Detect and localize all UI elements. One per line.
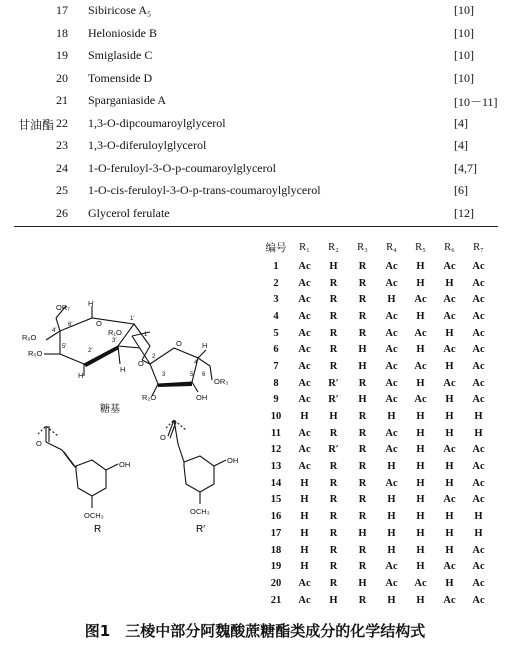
- substituent-cell: Ac: [443, 444, 456, 456]
- substituent-cell: H: [445, 394, 454, 406]
- header-cell: R₅: [415, 241, 426, 253]
- substituent-cell: R: [329, 277, 338, 289]
- c6p-number: 6′: [68, 322, 73, 328]
- substituent-cell: Ac: [443, 344, 456, 356]
- substituent-cell: R: [329, 294, 338, 306]
- or3-label: OR₃: [214, 377, 229, 386]
- figure-caption: 图1 三棱中部分阿魏酸蔗糖酯类成分的化学结构式: [84, 622, 426, 640]
- substituent-cell: Ac: [298, 444, 311, 456]
- hydrogen-label: H: [202, 341, 208, 350]
- substituent-cell: H: [445, 577, 454, 589]
- substituent-cell: Ac: [472, 377, 485, 389]
- substituent-cell: H: [358, 577, 367, 589]
- compound-name-cell: 1-O-feruloyl-3-O-p-coumaroylglycerol: [88, 160, 276, 175]
- compound-number-cell: 15: [270, 494, 282, 506]
- compound-number-cell: 19: [270, 561, 282, 573]
- table-row: [0, 135, 510, 158]
- substituent-cell: Ac: [298, 427, 311, 439]
- substituent-cell: H: [445, 327, 454, 339]
- substituent-cell: Ac: [298, 344, 311, 356]
- c2p-number: 2′: [88, 348, 93, 354]
- c5-number: 5: [190, 372, 194, 378]
- substituent-row: [262, 325, 493, 342]
- substituent-cell: H: [416, 494, 425, 506]
- substituent-cell: H: [416, 511, 425, 523]
- substituent-cell: H: [387, 294, 396, 306]
- substituent-cell: H: [416, 260, 425, 272]
- substituent-cell: Ac: [443, 377, 456, 389]
- header-cell: R₃: [357, 241, 368, 253]
- c3p-number: 3′: [112, 338, 117, 344]
- reference-cell: [10]: [454, 3, 474, 17]
- compound-name-cell: Tomenside D: [88, 70, 153, 85]
- substituent-cell: H: [445, 511, 454, 523]
- compound-number-cell: 17: [270, 527, 282, 539]
- substituent-cell: H: [387, 511, 396, 523]
- substituent-cell: H: [474, 527, 483, 539]
- header-cell: 编号: [265, 242, 287, 254]
- header-cell: R₁: [299, 241, 310, 253]
- reference-cell: [6]: [454, 183, 468, 197]
- substituent-cell: H: [416, 344, 425, 356]
- substituent-cell: R: [358, 327, 367, 339]
- substituent-row: [262, 308, 493, 325]
- substituent-cell: Ac: [298, 461, 311, 473]
- reference-cell: [10－11]: [454, 95, 498, 109]
- substituent-cell: H: [300, 477, 309, 489]
- substituent-row: [262, 275, 493, 292]
- category-cell: 甘油酯: [18, 117, 55, 132]
- reference-cell: [12]: [454, 205, 474, 220]
- substituent-table: [262, 236, 493, 608]
- compound-number-cell: 10: [270, 411, 282, 423]
- compound-number-cell: 8: [273, 377, 279, 389]
- substituent-cell: Ac: [414, 294, 427, 306]
- substituent-cell: Ac: [472, 561, 485, 573]
- compound-number-cell: 9: [273, 394, 279, 406]
- compound-number-cell: 14: [270, 477, 282, 489]
- c6-number: 6: [202, 372, 206, 378]
- substituent-cell: Ac: [298, 377, 311, 389]
- r-prime-carbonyl-oxygen: O: [160, 433, 166, 442]
- substituent-cell: R: [329, 327, 338, 339]
- substituent-cell: Ac: [443, 294, 456, 306]
- compound-number-cell: 4: [273, 310, 279, 322]
- substituent-cell: H: [416, 477, 425, 489]
- substituent-cell: R: [329, 577, 338, 589]
- reference-cell: [4]: [454, 115, 468, 130]
- number-cell: 20: [56, 70, 68, 85]
- substituent-cell: R: [329, 511, 338, 523]
- compound-number-cell: 7: [273, 360, 279, 372]
- number-cell: 26: [56, 205, 68, 220]
- substituent-cell: H: [358, 344, 367, 356]
- substituent-cell: Ac: [472, 344, 485, 356]
- c5p-number: 5′: [62, 344, 67, 350]
- r2o-label: R₂O: [142, 393, 157, 402]
- substituent-cell: Ac: [414, 360, 427, 372]
- substituent-cell: R′: [328, 444, 339, 456]
- substituent-cell: R: [329, 427, 338, 439]
- compound-name-cell: Sibiricose A₅: [88, 3, 152, 17]
- compound-number-cell: 2: [273, 277, 279, 289]
- substituent-cell: Ac: [385, 260, 398, 272]
- compound-name-cell: 1-O-cis-feruloyl-3-O-p-trans-coumaroylglycerol: [88, 183, 321, 197]
- substituent-cell: Ac: [472, 594, 485, 606]
- substituent-cell: H: [416, 527, 425, 539]
- substituent-cell: Ac: [472, 310, 485, 322]
- substituent-cell: R: [358, 461, 367, 473]
- table-row: [0, 23, 510, 46]
- table-row: [0, 158, 510, 181]
- substituent-cell: R: [358, 561, 367, 573]
- r-prime-hydroxyl-label: OH: [227, 456, 239, 465]
- compound-name-cell: Smiglaside C: [88, 48, 153, 62]
- substituent-cell: Ac: [472, 277, 485, 289]
- substituent-cell: H: [416, 444, 425, 456]
- compound-name-cell: Helonioside B: [88, 25, 157, 40]
- reference-cell: [10]: [454, 70, 474, 85]
- substituent-cell: R′: [328, 394, 339, 406]
- substituent-cell: Ac: [414, 327, 427, 339]
- substituent-cell: H: [445, 477, 454, 489]
- or7-label: OR₇: [56, 303, 70, 312]
- substituent-cell: R: [358, 294, 367, 306]
- substituent-cell: H: [387, 594, 396, 606]
- substituent-cell: Ac: [472, 444, 485, 456]
- substituent-cell: Ac: [385, 444, 398, 456]
- header-cell: R₇: [473, 241, 484, 253]
- number-cell: 18: [56, 25, 68, 40]
- substituent-cell: H: [387, 411, 396, 423]
- substituent-cell: H: [445, 277, 454, 289]
- substituent-cell: R: [358, 377, 367, 389]
- substituent-cell: H: [416, 310, 425, 322]
- substituent-cell: Ac: [472, 394, 485, 406]
- substituent-cell: Ac: [443, 494, 456, 506]
- compound-number-cell: 16: [270, 511, 282, 523]
- substituent-row: [262, 492, 493, 509]
- reference-cell: [10]: [454, 48, 474, 62]
- substituent-cell: Ac: [443, 561, 456, 573]
- r-methoxy-label: OCH₃: [84, 511, 104, 520]
- substituent-cell: R: [358, 544, 367, 556]
- substituent-cell: H: [300, 527, 309, 539]
- c2-number: 2: [152, 354, 156, 360]
- glycosidic-oxygen-label: O: [138, 359, 144, 368]
- table-row: [0, 0, 510, 23]
- substituent-cell: H: [474, 511, 483, 523]
- substituent-cell: H: [416, 411, 425, 423]
- header-cell: R₆: [444, 241, 455, 253]
- substituent-cell: R: [329, 494, 338, 506]
- substituent-cell: R: [358, 277, 367, 289]
- substituent-cell: Ac: [385, 310, 398, 322]
- table-row: [0, 203, 510, 226]
- number-cell: 21: [56, 93, 68, 107]
- hydrogen-label: H: [120, 365, 126, 374]
- substituent-cell: Ac: [443, 310, 456, 322]
- substituent-cell: H: [416, 461, 425, 473]
- compound-number-cell: 11: [271, 427, 281, 439]
- substituent-row: [262, 258, 493, 275]
- substituent-cell: Ac: [298, 310, 311, 322]
- substituent-cell: Ac: [298, 394, 311, 406]
- r-prime-group-structure: [166, 420, 226, 504]
- substituent-row: [262, 525, 493, 542]
- substituent-row: [262, 425, 493, 442]
- number-cell: 22: [56, 115, 68, 130]
- substituent-cell: H: [416, 561, 425, 573]
- r-prime-group-label: R′: [196, 524, 206, 535]
- reference-cell: [4,7]: [454, 160, 477, 175]
- compound-number-cell: 12: [270, 444, 282, 456]
- substituent-cell: Ac: [472, 577, 485, 589]
- substituent-cell: Ac: [385, 277, 398, 289]
- table-row: [0, 45, 510, 68]
- number-cell: 17: [56, 3, 68, 17]
- substituent-cell: R: [329, 544, 338, 556]
- substituent-cell: H: [416, 277, 425, 289]
- substituent-cell: Ac: [298, 327, 311, 339]
- compound-number-cell: 3: [273, 294, 279, 306]
- sugar-moiety-label: 糖基: [100, 404, 120, 415]
- hydroxyl-label: OH: [196, 393, 208, 402]
- number-cell: 24: [56, 160, 68, 175]
- compound-name-cell: Sparganiaside A: [88, 93, 167, 107]
- substituent-cell: H: [358, 527, 367, 539]
- number-cell: 19: [56, 48, 68, 62]
- substituent-cell: Ac: [443, 260, 456, 272]
- hydrogen-label: H: [78, 371, 84, 380]
- structure-atom-labels: [22, 299, 228, 402]
- r-hydroxyl-label: OH: [119, 460, 131, 469]
- substituent-cell: R: [358, 260, 367, 272]
- substituent-cell: Ac: [443, 594, 456, 606]
- substituent-cell: R: [358, 594, 367, 606]
- number-cell: 23: [56, 138, 68, 152]
- substituent-cell: Ac: [298, 260, 311, 272]
- c1p-number: 1′: [130, 316, 135, 322]
- substituent-cell: H: [416, 544, 425, 556]
- substituent-row: [262, 442, 493, 459]
- substituent-row: [262, 542, 493, 559]
- substituent-cell: Ac: [385, 561, 398, 573]
- substituent-cell: H: [445, 527, 454, 539]
- substituent-cell: R: [358, 411, 367, 423]
- compound-name-cell: 1,3-O-dipcoumaroylglycerol: [88, 115, 226, 130]
- fructose-oxygen-label: O: [176, 339, 182, 348]
- substituent-cell: Ac: [385, 360, 398, 372]
- substituent-row: [262, 408, 493, 425]
- substituent-cell: R: [358, 427, 367, 439]
- substituent-cell: Ac: [414, 577, 427, 589]
- substituent-cell: H: [416, 594, 425, 606]
- substituent-cell: R: [329, 461, 338, 473]
- c4p-number: 4′: [52, 328, 57, 334]
- substituent-cell: Ac: [298, 360, 311, 372]
- substituent-cell: Ac: [385, 327, 398, 339]
- compound-number-cell: 13: [270, 461, 282, 473]
- c4-number: 4: [194, 360, 198, 366]
- substituent-cell: H: [387, 461, 396, 473]
- substituent-cell: H: [358, 394, 367, 406]
- substituent-cell: H: [300, 511, 309, 523]
- table-row: [0, 90, 510, 113]
- substituent-cell: Ac: [472, 461, 485, 473]
- r-carbonyl-oxygen: O: [36, 439, 42, 448]
- substituent-cell: Ac: [385, 577, 398, 589]
- c1-number: 1: [144, 332, 148, 338]
- substituent-cell: H: [445, 544, 454, 556]
- substituent-cell: R: [329, 527, 338, 539]
- substituent-cell: R: [329, 344, 338, 356]
- substituent-cell: R: [358, 444, 367, 456]
- table-bottom-rule: [14, 226, 498, 227]
- substituent-cell: R: [329, 477, 338, 489]
- header-cell: R₄: [386, 241, 397, 253]
- substituent-cell: H: [416, 427, 425, 439]
- substituent-cell: R: [329, 310, 338, 322]
- header-cell: R₂: [328, 241, 339, 253]
- r-group-label: R: [94, 524, 102, 535]
- r-prime-methoxy-label: OCH₃: [190, 507, 210, 516]
- substituent-cell: Ac: [385, 394, 398, 406]
- substituent-cell: H: [474, 411, 483, 423]
- substituent-cell: Ac: [472, 360, 485, 372]
- r5o-label: R₅O: [28, 349, 43, 358]
- substituent-row: [262, 291, 493, 308]
- substituent-row: [262, 558, 493, 575]
- substituent-cell: H: [474, 427, 483, 439]
- substituent-cell: H: [300, 544, 309, 556]
- substituent-cell: H: [329, 594, 338, 606]
- substituent-cell: H: [300, 494, 309, 506]
- substituent-cell: H: [387, 494, 396, 506]
- substituent-cell: H: [445, 461, 454, 473]
- compound-name-cell: Glycerol ferulate: [88, 205, 170, 220]
- substituent-cell: Ac: [472, 477, 485, 489]
- substituent-cell: H: [387, 527, 396, 539]
- c3-number: 3: [162, 372, 166, 378]
- substituent-row: [262, 575, 493, 592]
- substituent-row: [262, 341, 493, 358]
- substituent-cell: H: [329, 411, 338, 423]
- substituent-cell: H: [300, 411, 309, 423]
- compound-number-cell: 18: [270, 544, 282, 556]
- substituent-row: [262, 592, 493, 609]
- r-group-structure: [38, 426, 118, 508]
- substituent-cell: H: [300, 561, 309, 573]
- compound-number-cell: 20: [270, 577, 282, 589]
- reference-cell: [10]: [454, 25, 474, 40]
- substituent-cell: Ac: [472, 260, 485, 272]
- substituent-cell: R′: [328, 377, 339, 389]
- r1o-label: R₁O: [108, 328, 122, 337]
- substituent-cell: H: [358, 360, 367, 372]
- table-row: [0, 68, 510, 91]
- substituent-cell: Ac: [472, 544, 485, 556]
- substituent-cell: R: [329, 360, 338, 372]
- substituent-header-row: [262, 236, 493, 258]
- compound-number-cell: 5: [273, 327, 279, 339]
- substituent-cell: Ac: [472, 327, 485, 339]
- substituent-row: [262, 358, 493, 375]
- ring-oxygen-label: O: [96, 319, 102, 328]
- substituent-cell: H: [445, 427, 454, 439]
- substituent-cell: R: [358, 477, 367, 489]
- r6o-label: R₆O: [22, 333, 37, 342]
- substituent-row: [262, 392, 493, 409]
- compound-number-cell: 1: [273, 260, 279, 272]
- substituent-cell: Ac: [385, 377, 398, 389]
- compound-name-cell: 1,3-O-diferuloylglycerol: [88, 138, 207, 152]
- substituent-cell: H: [329, 260, 338, 272]
- substituent-cell: R: [358, 310, 367, 322]
- substituent-row: [262, 458, 493, 475]
- compound-number-cell: 6: [273, 344, 279, 356]
- substituent-row: [262, 475, 493, 492]
- substituent-cell: Ac: [385, 477, 398, 489]
- substituent-row: [262, 375, 493, 392]
- substituent-cell: Ac: [385, 427, 398, 439]
- compound-table: [0, 0, 510, 225]
- substituent-cell: Ac: [298, 594, 311, 606]
- substituent-row: [262, 508, 493, 525]
- substituent-cell: H: [387, 544, 396, 556]
- substituent-cell: R: [329, 561, 338, 573]
- substituent-cell: H: [416, 377, 425, 389]
- substituent-cell: Ac: [298, 577, 311, 589]
- compound-number-cell: 21: [270, 594, 282, 606]
- number-cell: 25: [56, 183, 68, 197]
- table-row: [0, 113, 510, 136]
- reference-cell: [4]: [454, 138, 468, 152]
- substituent-cell: H: [445, 411, 454, 423]
- substituent-cell: Ac: [472, 494, 485, 506]
- substituent-cell: Ac: [414, 394, 427, 406]
- table-row: [0, 180, 510, 203]
- substituent-cell: Ac: [298, 294, 311, 306]
- substituent-cell: Ac: [298, 277, 311, 289]
- substituent-cell: Ac: [472, 294, 485, 306]
- hydrogen-label: H: [88, 299, 94, 308]
- substituent-cell: Ac: [385, 344, 398, 356]
- substituent-cell: H: [445, 360, 454, 372]
- substituent-cell: R: [358, 511, 367, 523]
- substituent-cell: R: [358, 494, 367, 506]
